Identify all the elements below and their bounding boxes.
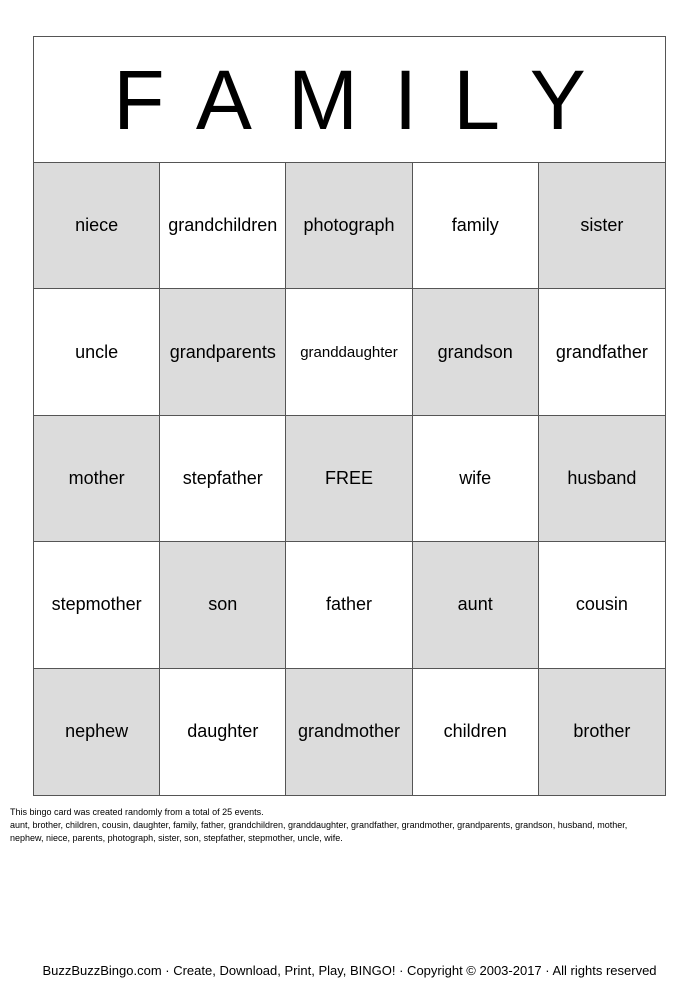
bingo-cell: photograph xyxy=(286,163,412,289)
card-info-text xyxy=(10,806,690,845)
bingo-cell: mother xyxy=(34,416,160,542)
bingo-cell: grandchildren xyxy=(160,163,286,289)
bingo-cell: daughter xyxy=(160,669,286,795)
bingo-cell: stepfather xyxy=(160,416,286,542)
bingo-cell: grandmother xyxy=(286,669,412,795)
page-footer: BuzzBuzzBingo.com · Create, Download, Print, Play, BINGO! · Copyright © 2003-2017 · All rights reserved xyxy=(42,963,657,978)
free-cell: FREE xyxy=(286,416,412,542)
title-row xyxy=(34,37,665,163)
bingo-cell: stepmother xyxy=(34,542,160,668)
bingo-grid xyxy=(34,163,665,795)
bingo-cell: sister xyxy=(539,163,665,289)
bingo-cell: uncle xyxy=(34,289,160,415)
bingo-cell: brother xyxy=(539,669,665,795)
card-title: FAMILY xyxy=(113,52,622,147)
bingo-cell: grandparents xyxy=(160,289,286,415)
bingo-cell: son xyxy=(160,542,286,668)
bingo-cell: children xyxy=(413,669,539,795)
info-line-summary: This bingo card was created randomly from a total of 25 events. xyxy=(10,807,264,817)
bingo-card xyxy=(33,36,666,796)
bingo-cell: nephew xyxy=(34,669,160,795)
bingo-cell: family xyxy=(413,163,539,289)
bingo-cell: granddaughter xyxy=(286,289,412,415)
bingo-cell: niece xyxy=(34,163,160,289)
info-line-events-cont: nephew, niece, parents, photograph, sister, son, stepfather, stepmother, uncle, wife. xyxy=(10,833,343,843)
bingo-cell: wife xyxy=(413,416,539,542)
bingo-cell: husband xyxy=(539,416,665,542)
bingo-cell: grandfather xyxy=(539,289,665,415)
info-line-events: aunt, brother, children, cousin, daughter, family, father, grandchildren, granddaughter, grandfather, grandmother, grandparents, grandson, husband, mother, xyxy=(10,820,628,830)
bingo-cell: father xyxy=(286,542,412,668)
bingo-cell: grandson xyxy=(413,289,539,415)
bingo-cell: aunt xyxy=(413,542,539,668)
bingo-cell: cousin xyxy=(539,542,665,668)
